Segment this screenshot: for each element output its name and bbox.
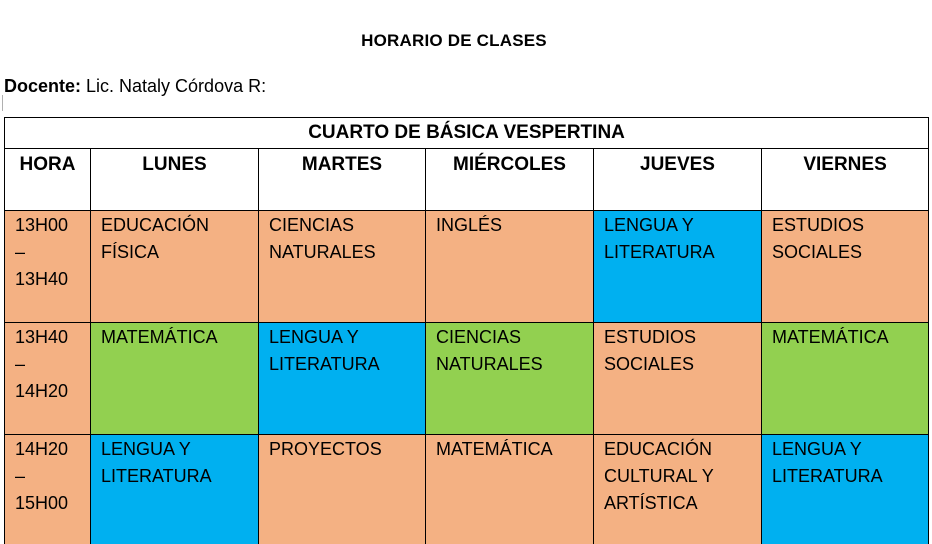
subject-cell-miercoles xyxy=(426,435,594,544)
subject-cell-jueves xyxy=(594,435,762,544)
subject-text: ESTUDIOS SOCIALES xyxy=(604,327,697,374)
subject-cell-viernes xyxy=(762,435,929,544)
subject-cell-miercoles xyxy=(426,323,594,435)
subject-text: EDUCACIÓN CULTURAL Y ARTÍSTICA xyxy=(604,439,714,513)
time-slot-cell xyxy=(5,211,91,323)
time-slot-text: 14H20 xyxy=(15,381,69,401)
subject-cell-jueves xyxy=(594,323,762,435)
text-cursor xyxy=(2,95,3,111)
subject-text: PROYECTOS xyxy=(269,439,382,459)
header-jueves: JUEVES xyxy=(594,149,762,211)
header-hora: HORA xyxy=(5,149,91,211)
subject-text: LENGUA Y LITERATURA xyxy=(604,215,715,262)
table-row xyxy=(5,323,929,435)
time-slot-text: 13H40 xyxy=(15,269,69,289)
header-martes: MARTES xyxy=(259,149,426,211)
time-slot-text: – xyxy=(15,242,26,262)
time-slot-text: – xyxy=(15,354,26,374)
subject-text: MATEMÁTICA xyxy=(772,327,889,347)
subject-cell-lunes xyxy=(91,435,259,544)
subject-text: MATEMÁTICA xyxy=(436,439,553,459)
subject-cell-martes xyxy=(259,323,426,435)
subject-text: LENGUA Y LITERATURA xyxy=(772,439,883,486)
schedule-table xyxy=(4,117,929,544)
subject-text: LENGUA Y LITERATURA xyxy=(269,327,380,374)
table-caption: CUARTO DE BÁSICA VESPERTINA xyxy=(5,118,929,149)
subject-cell-martes xyxy=(259,435,426,544)
subject-text: LENGUA Y LITERATURA xyxy=(101,439,212,486)
time-slot-text: 13H00 xyxy=(15,215,69,235)
teacher-line xyxy=(4,76,266,97)
subject-text: CIENCIAS NATURALES xyxy=(436,327,543,374)
subject-text: ESTUDIOS SOCIALES xyxy=(772,215,865,262)
caption-row xyxy=(5,118,929,149)
time-slot-text: 14H20 xyxy=(15,439,69,459)
table-row xyxy=(5,435,929,544)
time-slot-cell xyxy=(5,323,91,435)
subject-text: INGLÉS xyxy=(436,215,503,235)
document-title: HORARIO DE CLASES xyxy=(361,31,547,50)
table-row xyxy=(5,211,929,323)
schedule-body xyxy=(5,211,929,544)
subject-text: CIENCIAS NATURALES xyxy=(269,215,376,262)
subject-text: EDUCACIÓN FÍSICA xyxy=(101,215,210,262)
subject-cell-martes xyxy=(259,211,426,323)
subject-cell-jueves xyxy=(594,211,762,323)
time-slot-text: 13H40 xyxy=(15,327,69,347)
teacher-label: Docente: xyxy=(4,76,82,96)
subject-cell-viernes xyxy=(762,323,929,435)
time-slot-cell xyxy=(5,435,91,544)
time-slot-text: – xyxy=(15,466,26,486)
header-lunes: LUNES xyxy=(91,149,259,211)
subject-cell-viernes xyxy=(762,211,929,323)
teacher-name: Lic. Nataly Córdova R: xyxy=(81,76,267,96)
subject-cell-lunes xyxy=(91,211,259,323)
subject-cell-miercoles xyxy=(426,211,594,323)
subject-text: MATEMÁTICA xyxy=(101,327,218,347)
header-miercoles: MIÉRCOLES xyxy=(426,149,594,211)
header-viernes: VIERNES xyxy=(762,149,929,211)
subject-cell-lunes xyxy=(91,323,259,435)
time-slot-text: 15H00 xyxy=(15,493,69,513)
header-row xyxy=(5,149,929,211)
